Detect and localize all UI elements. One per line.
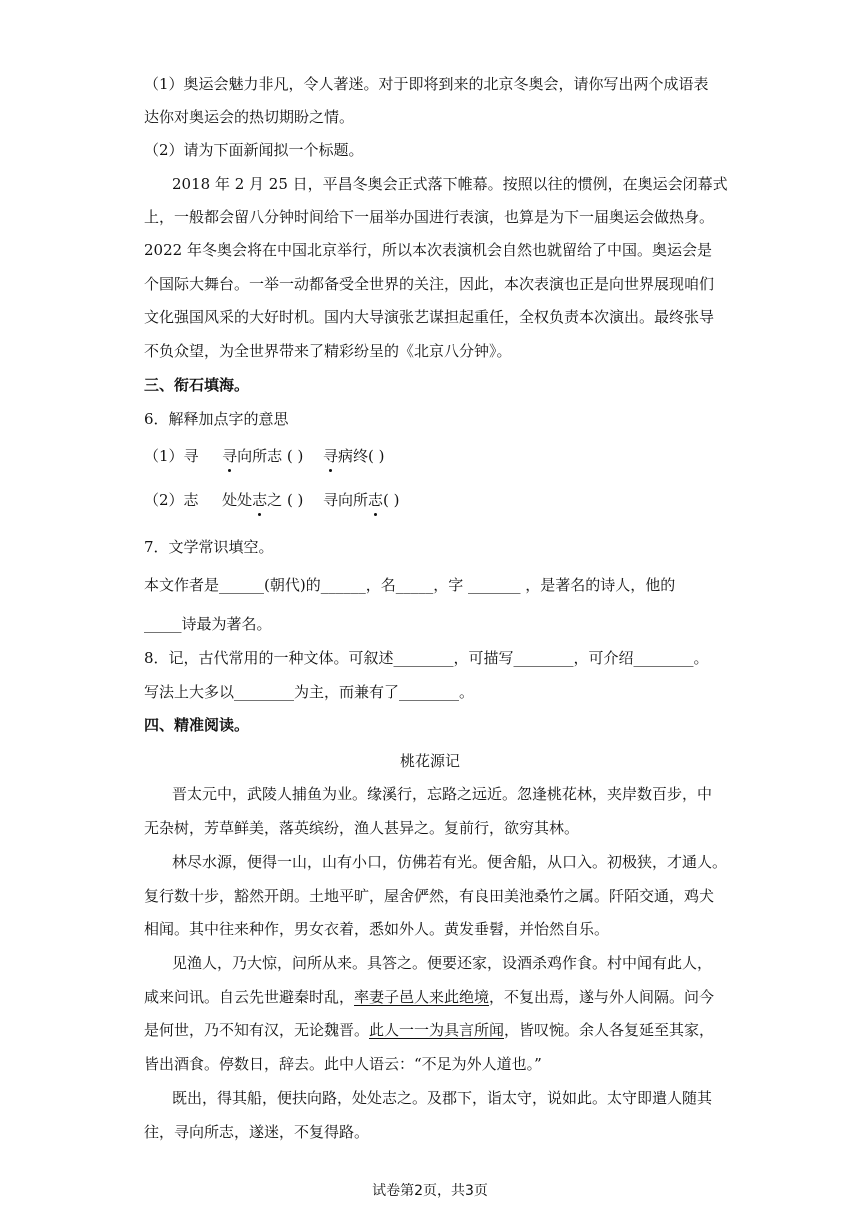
- dotted-char: 志: [252, 491, 268, 509]
- passage-line: 皆出酒食。停数日，辞去。此中人语云：“不足为外人道也。”: [144, 1055, 542, 1073]
- q7-line-1[interactable]: 本文作者是______(朝代)的______，名_____，字 _______ ，是著名的诗人，他的: [144, 576, 676, 594]
- q6-row-1: （1）寻 寻向所志 ( ) 寻病终( ): [144, 447, 385, 465]
- passage-line: 咸来问讯。自云先世避秦时乱，率妻子邑人来此绝境，不复出焉，遂与外人间隔。问今: [144, 988, 715, 1006]
- answer-blank[interactable]: ( ): [286, 447, 304, 465]
- answer-blank[interactable]: ( ): [383, 491, 400, 509]
- passage-line: 复行数十步，豁然开朗。土地平旷，屋舍俨然，有良田美池桑竹之属。阡陌交通，鸡犬: [144, 887, 715, 905]
- q8-line-2[interactable]: 写法上大多以________为主，而兼有了________。: [144, 683, 475, 701]
- passage-line: 见渔人，乃大惊，问所从来。具答之。便要还家，设酒杀鸡作食。村中闻有此人，: [172, 954, 713, 972]
- section-3-heading: 三、衔石填海。: [144, 376, 250, 394]
- news-line-6: 不负众望，为全世界带来了精彩纷呈的《北京八分钟》。: [144, 342, 512, 360]
- underlined-sentence: 率妻子邑人来此绝境: [354, 988, 490, 1006]
- section-4-heading: 四、精准阅读。: [144, 716, 250, 734]
- passage-line: 既出，得其船，便扶向路，处处志之。及郡下，诣太守，说如此。太守即遣人随其: [172, 1089, 713, 1107]
- q6-title: 6．解释加点字的意思: [144, 410, 289, 428]
- q6-row1-label: （1）寻: [144, 447, 199, 465]
- q5-sub1-line1: （1）奥运会魅力非凡，令人著迷。对于即将到来的北京冬奥会，请你写出两个成语表: [144, 75, 709, 93]
- passage-line: 林尽水源，便得一山，山有小口，仿佛若有光。便舍船，从口入。初极狭，才通人。: [172, 853, 728, 871]
- q5-sub2: （2）请为下面新闻拟一个标题。: [144, 141, 364, 159]
- q6-row2-label: （2）志: [144, 491, 199, 509]
- q5-sub1-line2: 达你对奥运会的热切期盼之情。: [144, 108, 355, 126]
- news-line-5: 文化强国风采的大好时机。国内大导演张艺谋担起重任，全权负责本次演出。最终张导: [144, 308, 715, 326]
- q7-line-2[interactable]: _____诗最为著名。: [144, 615, 272, 633]
- answer-blank[interactable]: ( ): [286, 491, 304, 509]
- passage-line: 晋太元中，武陵人捕鱼为业。缘溪行，忘路之远近。忽逢桃花林，夹岸数百步，中: [172, 785, 713, 803]
- dotted-char: 寻: [322, 447, 338, 465]
- q6-row-2: （2）志 处处志之 ( ) 寻向所志( ): [144, 491, 400, 509]
- dotted-char: 寻: [222, 447, 238, 465]
- news-line-3: 2022 年冬奥会将在中国北京举行，所以本次表演机会自然也就留给了中国。奥运会是: [144, 241, 712, 259]
- dotted-char: 志: [368, 491, 384, 509]
- passage-line: 往，寻向所志，遂迷，不复得路。: [144, 1123, 370, 1141]
- passage-line: 相闻。其中往来种作，男女衣着，悉如外人。黄发垂髫，并怡然自乐。: [144, 920, 610, 938]
- underlined-sentence: 此人一一为具言所闻: [369, 1021, 505, 1039]
- answer-blank[interactable]: 病终( ): [337, 447, 385, 465]
- passage-title: 桃花源记: [399, 752, 460, 770]
- news-line-4: 个国际大舞台。一举一动都备受全世界的关注，因此，本次表演也正是向世界展现咱们: [144, 275, 715, 293]
- q8-line-1[interactable]: 8．记，古代常用的一种文体。可叙述________，可描写________，可介绍________。: [144, 649, 709, 667]
- news-line-2: 上，一般都会留八分钟时间给下一届举办国进行表演，也算是为下一届奥运会做热身。: [144, 208, 715, 226]
- passage-line: 无杂树，芳草鲜美，落英缤纷，渔人甚异之。复前行，欲穷其林。: [144, 819, 580, 837]
- page-footer: 试卷第2页，共3页: [372, 1183, 488, 1199]
- passage-line: 是何世，乃不知有汉，无论魏晋。此人一一为具言所闻，皆叹惋。余人各复延至其家，: [144, 1021, 715, 1039]
- news-line-1: 2018 年 2 月 25 日，平昌冬奥会正式落下帷幕。按照以往的惯例，在奥运会闭幕式: [172, 175, 728, 193]
- q7-title: 7．文学常识填空。: [144, 538, 274, 556]
